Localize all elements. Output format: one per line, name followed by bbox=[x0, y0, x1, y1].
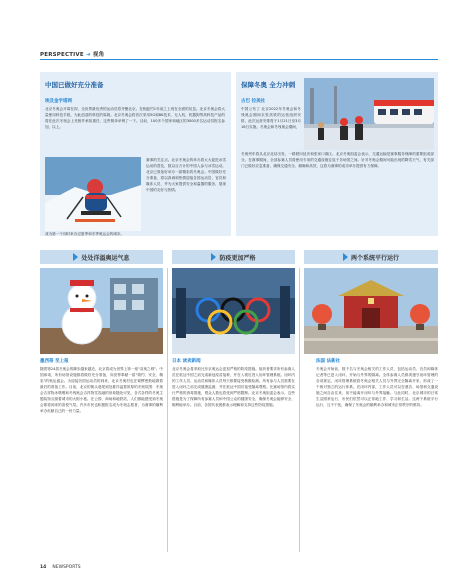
article1-text-right: 赛事的关注点。北京冬奥会的举办将大大促进冰雪运动的普及，数以百万计的中国人参与冰雪运动。北京已准备好举办一届精彩的冬奥会。中国做好充分准备，将以真诚和热情迎接各国运动员、官员和媒体人员，并为大家提供安全和温馨的服务，展现中国的友好与热情。 bbox=[146, 158, 226, 192]
banner-1-title: 处处洋溢奥运气息 bbox=[81, 254, 130, 262]
snowman-photo bbox=[40, 268, 163, 354]
banner-2 bbox=[172, 250, 295, 264]
banner-3 bbox=[304, 250, 438, 264]
article2-text-bottom: 冬奥列车将从北京北站出发，一路驶向延庆和张家口赛区。北京冬奥组委会表示，交通运输是赛事服务保障的重要组成部分。在赛事期间，全部参赛人员将使用专用的交通设施往返于各场馆之间。针对冬奥会期间可能出现的降雪天气，有关部门已做好应急准备，确保交通安全、顺畅和高效，这将为赛事的成功举办提供有力保障。 bbox=[241, 152, 434, 168]
banner-arrow-icon bbox=[211, 253, 216, 261]
section-header bbox=[40, 50, 104, 58]
article1-text-top: 北京冬奥会开幕在即，全世界最优秀的运动员将齐聚北京。在相距约1年前之上现在全面的信息。北京冬奥会将大量使用科技手段，为此创造的科技的原貌。北京冬奥会将首次采用5G和8K技术，无人机，机器狗等高科技产品的将在此次冬奥会上亮相并承担重任，这些简单举例了一下。目前，100多个国家和地区的3000多名运动员报名参加，以上。 bbox=[45, 107, 225, 129]
col1-text: 随着第24届冬奥会的脚步越来越近，北京将成为世界上第一座"双奥之城"。中国承诺，所有场馆设施都将做好充分准备，向世界奉献一届"简约、安全、精彩"的奥运盛会。为迎接各国运动员的到来，北京冬奥村也在紧锣密鼓地做着最后的准备工作。目前，北京的街头巷尾到处都洋溢着浓厚的冬奥氛围：冬奥会吉祥物冰墩墩和冬残奥会吉祥物雪容融的形象随处可见，各式各样的冬奥主题装饰点缀着城市的大街小巷。在公园、商场和地铁站，人们都能感受到冬奥会即将到来的喜悦气氛。许多市民也积极报名成为冬奥志愿者，为赛事的顺利举办贡献自己的一份力量。 bbox=[40, 367, 163, 413]
olympic-rings-illustration bbox=[172, 268, 295, 354]
train-illustration bbox=[304, 78, 434, 150]
header-rule bbox=[40, 59, 438, 60]
skier-illustration bbox=[45, 157, 141, 231]
article1-title: 中国已做好充分准备 bbox=[45, 81, 104, 89]
article2-text-top: 中国公布了 北京2022年冬奥会和冬残奥会期间京张高铁的运营组织安排，此次运营安排将于1月21日至3月16日实施。冬奥会和冬残奥会期间， bbox=[241, 107, 301, 129]
banner-arrow-icon bbox=[343, 253, 348, 261]
banner-arrow-icon bbox=[73, 253, 78, 261]
arrow-right-icon: ➔ bbox=[85, 52, 91, 58]
col3-text: 冬奥会开始前，数千名与冬奥会相关的工作人员、包括运动员、官员和媒体记者等已进入闭环，开始与外界的隔离。全体参赛人员都须遵守闭环管理的各项规定。闭环管理系统将冬奥会相关人员与外界完全隔离开来，形成了一个相对独立的运行体系。在闭环内部，工作人员可以在酒店、场馆和交通设施之间自由往来，但不能离开闭环与外界接触。与此同时，北京城市的日常生活照常运行，市民们依然可以正常地工作、学习和生活。这两个系统平行运行，互不干扰，确保了冬奥会的顺利举办和城市正常秩序的维持。 bbox=[316, 367, 438, 407]
snowman-illustration bbox=[40, 268, 163, 354]
article2-title: 保障冬奥 全力冲刺 bbox=[241, 81, 296, 89]
column-divider bbox=[167, 268, 168, 552]
col2-byline: 日本 读卖新闻 bbox=[172, 359, 201, 364]
column-divider bbox=[299, 268, 300, 552]
olympic-rings-photo bbox=[172, 268, 295, 354]
section-label-cn: 视角 bbox=[92, 52, 105, 58]
page-number: 14 bbox=[40, 565, 47, 570]
page-footer bbox=[40, 565, 81, 570]
skier-photo bbox=[45, 157, 141, 231]
banner-2-title: 防疫更加严格 bbox=[219, 254, 256, 262]
banner-1 bbox=[40, 250, 163, 264]
magazine-name: NEWSPORTS bbox=[52, 565, 81, 570]
banner-3-title: 两个系统平行运行 bbox=[350, 254, 399, 262]
article2-byline: 古巴 拉美社 bbox=[241, 99, 266, 104]
col3-byline: 法国 法新社 bbox=[316, 359, 341, 364]
article1-text-bottom: 成为第一个同时举办过夏季和冬季奥运会的城市。 bbox=[45, 232, 125, 236]
train-photo bbox=[304, 78, 434, 150]
article1-byline: 埃及金字塔网 bbox=[45, 99, 72, 104]
section-label-en: PERSPECTIVE bbox=[40, 52, 84, 58]
square-illustration bbox=[304, 268, 438, 354]
col2-text: 北京冬奥会将采取比东京奥运会更加严格的防疫措施。组织者要求所有参赛人员在抵达中国之前完成新冠疫苗接种，并在入境后进入闭环管理系统。闭环内的工作人员、运动员和媒体人员每天都要接受核酸检测。所有参与人员需要在进入闭环之前完成健康监测，并在抵达中国后接受隔离观察。比赛场馆内将实行严格的消毒措施，观众人数也将受到严格限制。北京冬奥组委会表示，这些措施是为了保障所有参赛人员和中国公众的健康安全，确保冬奥会能够安全、顺利地举办。目前，各国代表团都表示理解和支持这些防疫措施。 bbox=[172, 367, 295, 407]
col1-byline: 墨西哥 至上报 bbox=[40, 359, 69, 364]
square-photo bbox=[304, 268, 438, 354]
